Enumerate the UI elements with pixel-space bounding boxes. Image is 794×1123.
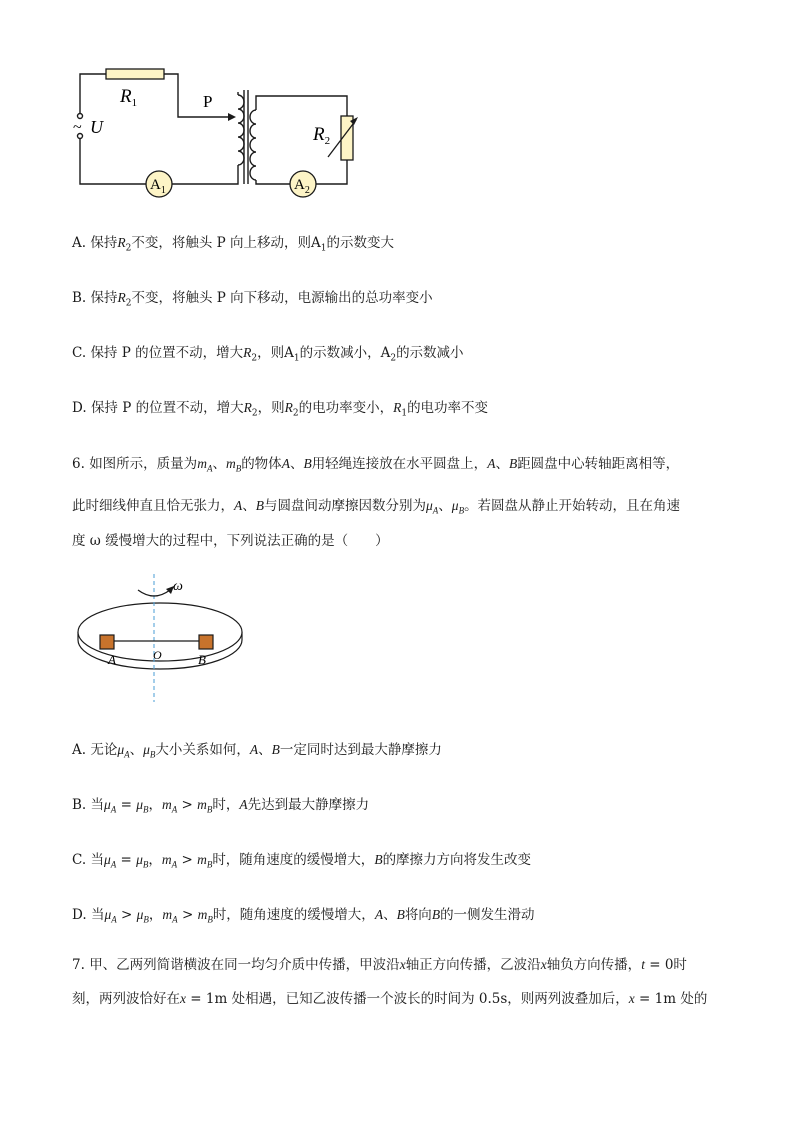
omega-label: ω [173, 579, 183, 594]
q6-stem-line-2: 此时细线伸直且恰无张力，A、B与圆盘间动摩擦因数分别为$\mu_A$、$\mu_B$。若圆盘从静止开始转动，且在角速 [72, 498, 681, 516]
label-o: O [153, 648, 162, 662]
q6-option-c: C. 当$\mu_A = \mu_B$，$m_A > m_B$时，随角速度的缓慢增大，B的摩擦力方向将发生改变 [72, 852, 532, 870]
q6-option-b: B. 当$\mu_A = \mu_B$，$m_A > m_B$时，A先达到最大静摩擦力 [72, 797, 370, 815]
label-b: B [198, 652, 206, 667]
q6-stem-line-3: 度 ω 缓慢增大的过程中，下列说法正确的是（ ） [72, 533, 389, 549]
svg-text:A1: $A_1$ [150, 177, 166, 196]
q6-option-d: D. 当$\mu_A > \mu_B$，$m_A > m_B$时，随角速度的缓慢增大，A、B将向B的一侧发生滑动 [72, 907, 535, 925]
a2-label: A [294, 177, 305, 193]
q5-option-c: C. 保持 P 的位置不动，增大$R_2$，则$A_1$的示数减小，$A_2$的示数减小 [72, 345, 464, 364]
source-tilde: ~ [73, 119, 82, 136]
q6-number: 6. [72, 456, 85, 472]
r1-label: R [120, 86, 132, 107]
q6-option-a: A. 无论$\mu_A$、$\mu_B$大小关系如何，A、B一定同时达到最大静摩擦力 [72, 742, 442, 760]
transformer-circuit-diagram [60, 60, 370, 200]
q6-stem-line-1: 6. 如图所示，质量为$m_A$、$m_B$的物体A、B用轻绳连接放在水平圆盘上，A、B距圆盘中心转轴距离相等， [72, 456, 680, 474]
p-label: P [203, 92, 213, 111]
block-b [199, 635, 213, 649]
svg-text:R2: $R_2$ [313, 124, 331, 147]
r2-label: R [313, 124, 325, 145]
label-a: A [108, 652, 116, 667]
svg-text:A2: $A_2$ [294, 177, 310, 196]
q7-stem-line-2: 刻，两列波恰好在x = 1m 处相遇，已知乙波传播一个波长的时间为 0.5s，则两列波叠加后，x = 1m 处的 [72, 991, 708, 1007]
rotating-disk-diagram [70, 572, 250, 707]
q7-number: 7. [72, 957, 85, 973]
q5-option-b: B. 保持$R_2$不变，将触头 P 向下移动，电源输出的总功率变小 [72, 290, 433, 309]
svg-text:R1: $R_1$ [120, 86, 138, 109]
a1-label: A [150, 177, 161, 193]
block-a [100, 635, 114, 649]
source-u-label: U [90, 117, 103, 137]
r1-resistor [106, 69, 164, 79]
q7-stem-line-1: 7. 甲、乙两列简谐横波在同一均匀介质中传播，甲波沿x轴正方向传播，乙波沿x轴负方向传播，t = 0时 [72, 957, 687, 973]
q5-option-d: D. 保持 P 的位置不动，增大$R_2$，则$R_2$的电功率变小，$R_1$的电功率不变 [72, 400, 489, 419]
q5-option-a: A. 保持$R_2$不变，将触头 P 向上移动，则$A_1$的示数变大 [72, 235, 394, 254]
